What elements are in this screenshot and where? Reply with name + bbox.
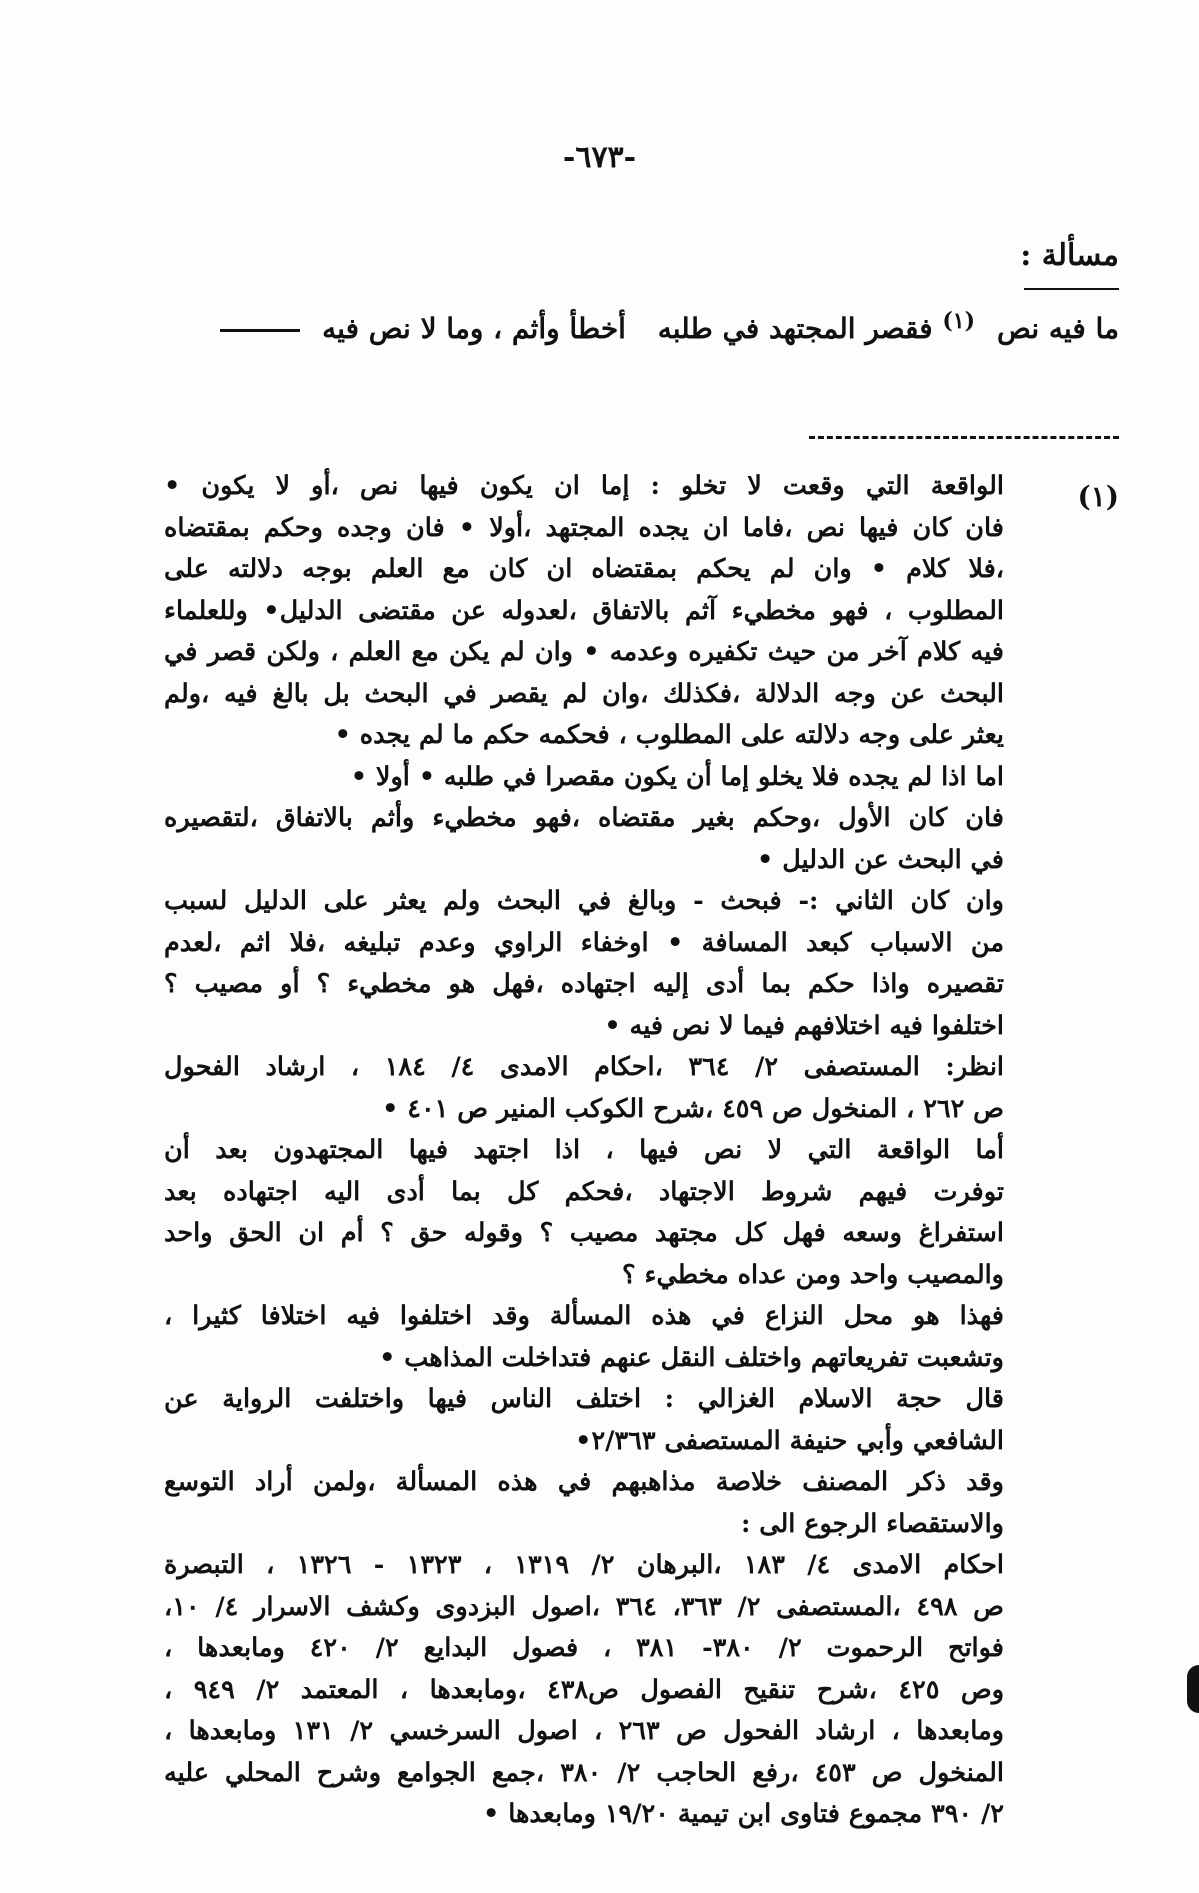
footnote-line: والمصيب واحد ومن عداه مخطيء ؟ <box>622 1259 1004 1290</box>
footnote-line: ص ٤٩٨ ،المستصفى ٢/ ٣٦٣، ٣٦٤ ،اصول البزدوى وكشف الاسرار ٤/ ١٠، <box>164 1591 1004 1622</box>
footnote-line: اختلفوا فيه اختلافهم فيما لا نص فيه • <box>604 1010 1004 1041</box>
statement-trailing-rule <box>220 329 300 332</box>
footnote-line: توفرت فيهم شروط الاجتهاد ،فحكم كل بما أدى اليه اجتهاده بعد <box>164 1176 1004 1207</box>
footnote-line: أما الواقعة التي لا نص فيها ، اذا اجتهد فيها المجتهدون بعد أن <box>164 1135 1004 1165</box>
footnote-line: فهذا هو محل النزاع في هذه المسألة وقد اختلفوا فيه اختلافا كثيرا ، <box>164 1301 1004 1331</box>
footnote-line: فان كان الأول ،وحكم بغير مقتضاه ،فهو مخطيء وأثم بالاتفاق ،لتقصيره <box>164 803 1004 833</box>
footnote-line: تقصيره واذا حكم بما أدى إليه اجتهاده ،فهل هو مخطيء ؟ أو مصيب ؟ <box>164 969 1004 999</box>
footnote-line: الشافعي وأبي حنيفة المستصفى ٢/٣٦٣• <box>575 1425 1004 1456</box>
footnote-line: البحث عن وجه الدلالة ،فكذلك ،وان لم يقصر في البحث بل بالغ فيه ،ولم <box>164 678 1004 709</box>
statement-part-2: فقصر المجتهد في طلبه <box>657 312 933 346</box>
footnote-line: ٢/ ٣٩٠ مجموع فتاوى ابن تيمية ١٩/٢٠ ومابعدها • <box>483 1799 1004 1829</box>
footnote-line: والاستقصاء الرجوع الى : <box>740 1508 1004 1539</box>
footnote-line: من الاسباب كبعد المسافة • اوخفاء الراوي وعدم تبليغه ،فلا اثم ،لعدم <box>164 927 1004 958</box>
footnote-line: استفراغ وسعه فهل كل مجتهد مصيب ؟ وقوله حق ؟ أم ان الحق واحد <box>164 1218 1004 1248</box>
footnote-line: يعثر على وجه دلالته على المطلوب ، فحكمه حكم ما لم يجده • <box>334 720 1004 750</box>
footnote-line: قال حجة الاسلام الغزالي : اختلف الناس فيها واختلفت الرواية عن <box>164 1384 1004 1414</box>
footnote-line: احكام الامدى ٤/ ١٨٣ ،البرهان ٢/ ١٣١٩ ، ١٣٢٣ - ١٣٢٦ ، التبصرة <box>164 1550 1004 1580</box>
footnote-line: فواتح الرحموت ٢/ ٣٨٠- ٣٨١ ، فصول البدايع ٢/ ٤٢٠ ومابعدها ، <box>164 1633 1004 1663</box>
footnote-line: اما اذا لم يجده فلا يخلو إما أن يكون مقصرا في طلبه • أولا • <box>350 761 1004 792</box>
footnote-line: فان كان فيها نص ،فاما ان يجده المجتهد ،أولا • فان وجده وحكم بمقتضاه <box>164 512 1004 543</box>
footnote-line: وتشعبت تفريعاتهم واختلف النقل عنهم فتداخلت المذاهب • <box>379 1342 1004 1373</box>
statement-part-1: ما فيه نص <box>997 312 1119 346</box>
scan-edge-mark <box>1187 1665 1199 1713</box>
footnote-line: وص ٤٢٥ ،شرح تنقيح الفصول ص٤٣٨ ،ومابعدها ، المعتمد ٢/ ٩٤٩ ، <box>164 1674 1004 1705</box>
footnote-line: في البحث عن الدليل • <box>757 844 1004 875</box>
footnote-marker: (١) <box>1077 480 1119 513</box>
footnote-body <box>164 466 1004 1836</box>
page-number: -٦٧٣- <box>562 140 637 175</box>
footnote-line: فيه كلام آخر من حيث تكفيره وعدمه • وان لم يكن مع العلم ، ولكن قصر في <box>164 637 1004 667</box>
footnote-line: ومابعدها ، ارشاد الفحول ص ٢٦٣ ، اصول السرخسي ٢/ ١٣١ ومابعدها ، <box>164 1716 1004 1746</box>
footnote-line: وان كان الثاني :- فبحث - وبالغ في البحث ولم يعثر على الدليل لسبب <box>164 886 1004 916</box>
issue-heading: مسألة : <box>1020 238 1119 273</box>
footnote-reference: (١) <box>942 308 976 334</box>
footnote-line: انظر: المستصفى ٢/ ٣٦٤ ،احكام الامدى ٤/ ١٨٤ ، ارشاد الفحول <box>164 1052 1004 1082</box>
footnote-divider <box>809 436 1119 439</box>
heading-underline <box>1024 288 1119 290</box>
footnote-line: ،فلا كلام • وان لم يحكم بمقتضاه ان كان مع العلم بوجه دلالته على <box>164 554 1004 584</box>
footnote-line: المنخول ص ٤٥٣ ،رفع الحاجب ٢/ ٣٨٠ ،جمع الجوامع وشرح المحلي عليه <box>164 1757 1004 1788</box>
footnote-line: المطلوب ، فهو مخطيء آثم بالاتفاق ،لعدوله عن مقتضى الدليل• وللعلماء <box>164 595 1004 626</box>
statement-part-3: أخطأ وأثم ، وما لا نص فيه <box>322 312 626 346</box>
footnote-line: وقد ذكر المصنف خلاصة مذاهبهم في هذه المسألة ،ولمن أراد التوسع <box>164 1467 1004 1497</box>
footnote-line: الواقعة التي وقعت لا تخلو : إما ان يكون فيها نص ،أو لا يكون • <box>164 471 1004 501</box>
footnote-line: ص ٢٦٢ ، المنخول ص ٤٥٩ ،شرح الكوكب المنير ص ٤٠١ • <box>382 1093 1004 1124</box>
issue-statement <box>119 308 1119 345</box>
